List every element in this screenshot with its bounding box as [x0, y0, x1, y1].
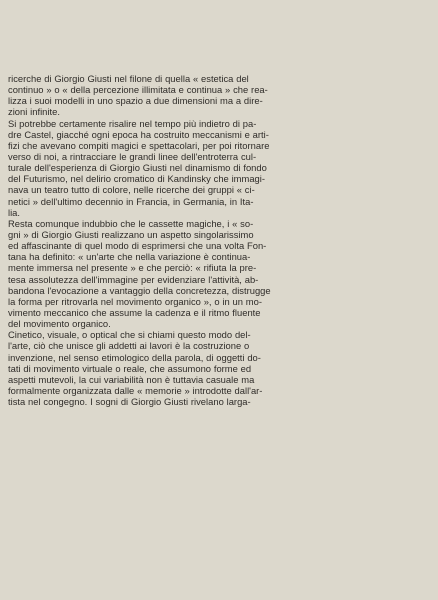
text-line: l'arte, ciò che unisce gli addetti ai lavori è la costruzione o [8, 340, 250, 352]
text-line: del Futurismo, nel delirio cromatico di Kandinsky che immagi- [8, 173, 265, 185]
text-line: Si potrebbe certamente risalire nel tempo più indietro di pa- [8, 117, 257, 129]
text-line: del movimento organico. [8, 318, 111, 330]
text-line: gni » di Giorgio Giusti realizzano un aspetto singolarissimo [8, 228, 254, 240]
text-line: la forma per ritrovarla nel movimento organico », o in un mo- [8, 295, 262, 307]
text-line: bandona l'evocazione a vantaggio della concretezza, distrugge [8, 284, 271, 296]
text-line: turale dell'esperienza di Giorgio Giusti nel dinamismo di fondo [8, 162, 267, 174]
text-line: lizza i suoi modelli in uno spazio a due dimensioni ma a dire- [8, 95, 263, 107]
text-line: dre Castel, giacché ogni epoca ha costruito meccanismi e arti- [8, 128, 269, 140]
text-line: continuo » o « della percezione illimitata e continua » che rea- [8, 84, 268, 96]
text-line: Cinetico, visuale, o optical che si chiami questo modo del- [8, 329, 251, 341]
text-line: formalmente organizzata dalle « memorie » introdotte dall'ar- [8, 384, 263, 396]
text-line: vimento meccanico che assume la cadenza e il ritmo fluente [8, 306, 261, 318]
text-line: ed affascinante di quel modo di esprimersi che una volta Fon- [8, 240, 267, 252]
text-line: tana ha definito: « un'arte che nella variazione è continua- [8, 251, 251, 263]
text-line: lia. [8, 206, 21, 218]
text-line: zioni infinite. [8, 106, 60, 118]
text-line: aspetti mutevoli, la cui variabilità non è tuttavia casuale ma [8, 373, 255, 385]
text-line: mente immersa nel presente » e che perciò: « rifiuta la pre- [8, 262, 257, 274]
text-line: verso di noi, a rintracciare le grandi linee dell'entroterra cul- [8, 150, 257, 162]
text-line: ricerche di Giorgio Giusti nel filone di quella « estetica del [8, 73, 249, 84]
text-line: invenzione, nel senso etimologico della parola, di oggetti do- [8, 351, 261, 363]
text-line: fizi che avevano compiti magici e spettacolari, per poi ritornare [8, 139, 270, 151]
text-line: tati di movimento virtuale o reale, che assumono forme ed [8, 362, 252, 374]
text-line: tesa assolutezza dell'immagine per evidenziare l'attività, ab- [8, 273, 259, 285]
text-line: nava un teatro tutto di colore, nelle ricerche dei gruppi « ci- [8, 184, 255, 196]
body-text [8, 73, 293, 407]
text-line: tista nel congegno. I sogni di Giorgio Giusti rivelano larga- [8, 396, 251, 408]
text-line: Resta comunque indubbio che le cassette magiche, i « so- [8, 217, 254, 229]
text-line: netici » dell'ultimo decennio in Francia, in Germania, in Ita- [8, 195, 254, 207]
